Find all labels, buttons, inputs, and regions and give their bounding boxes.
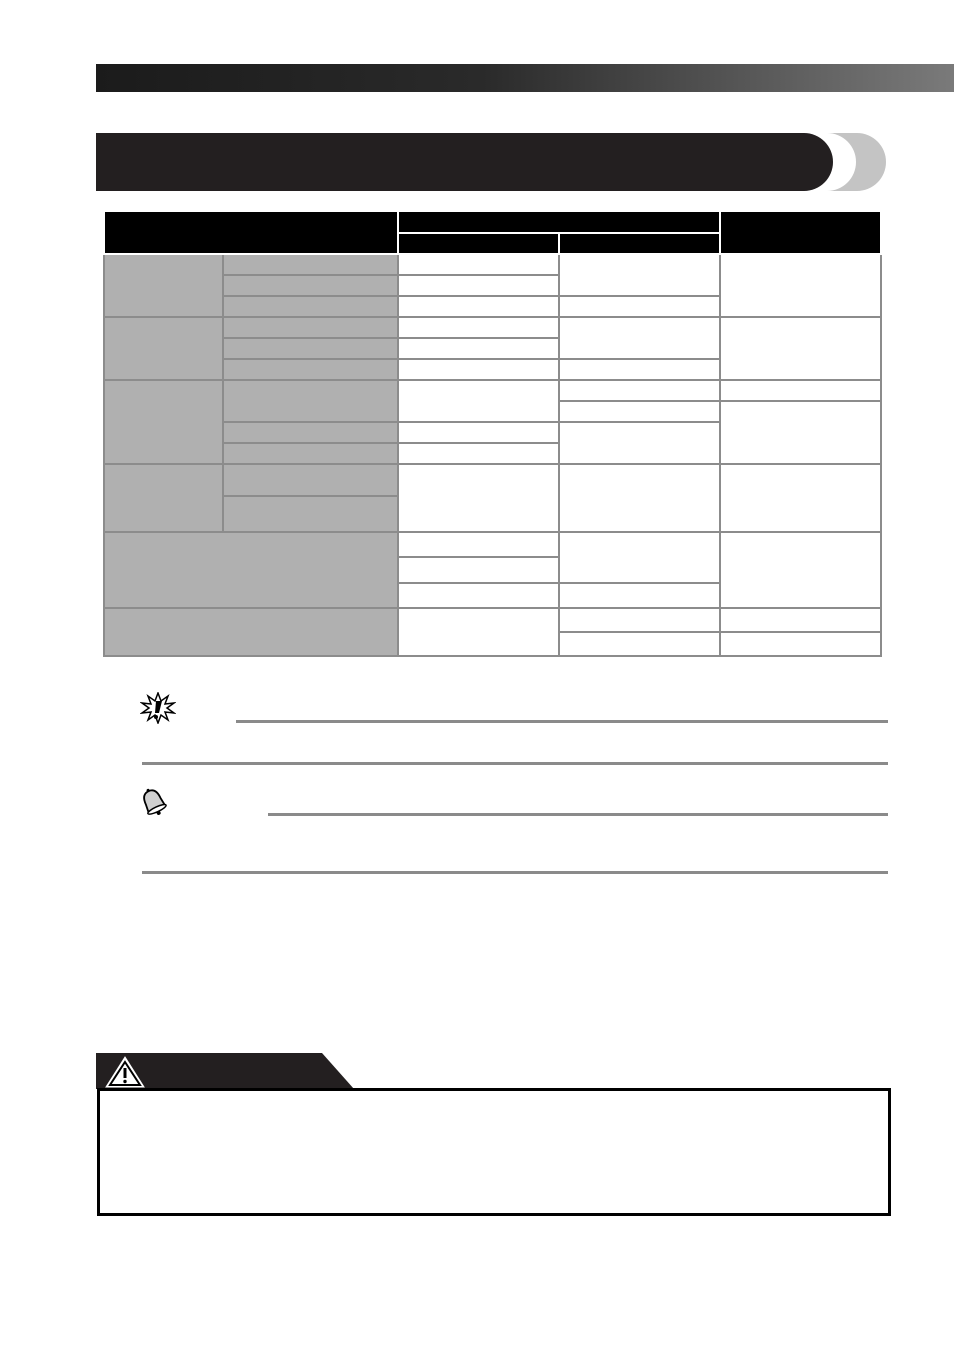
table-cell	[398, 422, 559, 443]
group-label-cell	[104, 464, 223, 532]
row-label-cell	[223, 443, 398, 464]
caution-tab	[96, 1053, 354, 1089]
table-cell	[559, 380, 720, 401]
note-star-icon	[140, 692, 176, 724]
row-label-cell	[223, 496, 398, 532]
table-cell	[559, 422, 720, 464]
table-cell	[559, 532, 720, 583]
row-label-cell	[223, 338, 398, 359]
table-cell	[720, 254, 881, 317]
table-row	[104, 380, 881, 401]
table-cell	[398, 608, 559, 656]
header-cell	[104, 211, 398, 254]
note-bottom-rule	[142, 762, 888, 765]
table-row	[104, 608, 881, 632]
table-cell	[398, 443, 559, 464]
table-cell	[559, 632, 720, 656]
header-cell	[720, 211, 881, 254]
table-cell	[559, 317, 720, 359]
group-label-cell	[104, 380, 223, 464]
table-header-row	[104, 211, 881, 233]
header-cell	[398, 211, 720, 233]
table-cell	[398, 254, 559, 275]
top-header-bar	[96, 64, 954, 92]
group-label-cell	[104, 254, 223, 317]
table-cell	[720, 317, 881, 380]
table-cell	[559, 608, 720, 632]
row-label-cell	[223, 359, 398, 380]
bell-icon	[137, 786, 171, 820]
table-cell	[720, 608, 881, 632]
table-cell	[559, 464, 720, 532]
note-title-rule	[236, 720, 888, 723]
table-cell	[720, 532, 881, 608]
row-label-cell	[223, 464, 398, 496]
banner-main	[96, 133, 833, 191]
table-cell	[398, 380, 559, 422]
table-cell	[398, 296, 559, 317]
table-cell	[720, 380, 881, 401]
table-cell	[720, 401, 881, 464]
table-cell	[559, 254, 720, 296]
table-cell	[398, 532, 559, 557]
table-row	[104, 254, 881, 275]
header-cell	[398, 233, 559, 254]
table-cell	[398, 338, 559, 359]
section-title-banner	[96, 133, 886, 191]
row-label-cell	[223, 254, 398, 275]
specification-table	[103, 210, 882, 657]
table-row	[104, 317, 881, 338]
table-cell	[398, 557, 559, 583]
table-cell	[398, 359, 559, 380]
group-label-cell	[104, 317, 223, 380]
group-label-cell	[104, 532, 398, 608]
row-label-cell	[223, 380, 398, 422]
memo-title-rule	[268, 813, 888, 816]
table-cell	[720, 464, 881, 532]
row-label-cell	[223, 422, 398, 443]
row-label-cell	[223, 296, 398, 317]
table-cell	[559, 583, 720, 608]
group-label-cell	[104, 608, 398, 656]
caution-box	[97, 1088, 891, 1216]
table-cell	[398, 583, 559, 608]
table-cell	[559, 359, 720, 380]
table-row	[104, 532, 881, 557]
table-cell	[559, 401, 720, 422]
header-cell	[559, 233, 720, 254]
table-row	[104, 464, 881, 496]
table-cell	[720, 632, 881, 656]
table-cell	[398, 275, 559, 296]
table-cell	[398, 317, 559, 338]
row-label-cell	[223, 317, 398, 338]
table-cell	[398, 464, 559, 532]
memo-bottom-rule	[142, 871, 888, 874]
row-label-cell	[223, 275, 398, 296]
table-cell	[559, 296, 720, 317]
